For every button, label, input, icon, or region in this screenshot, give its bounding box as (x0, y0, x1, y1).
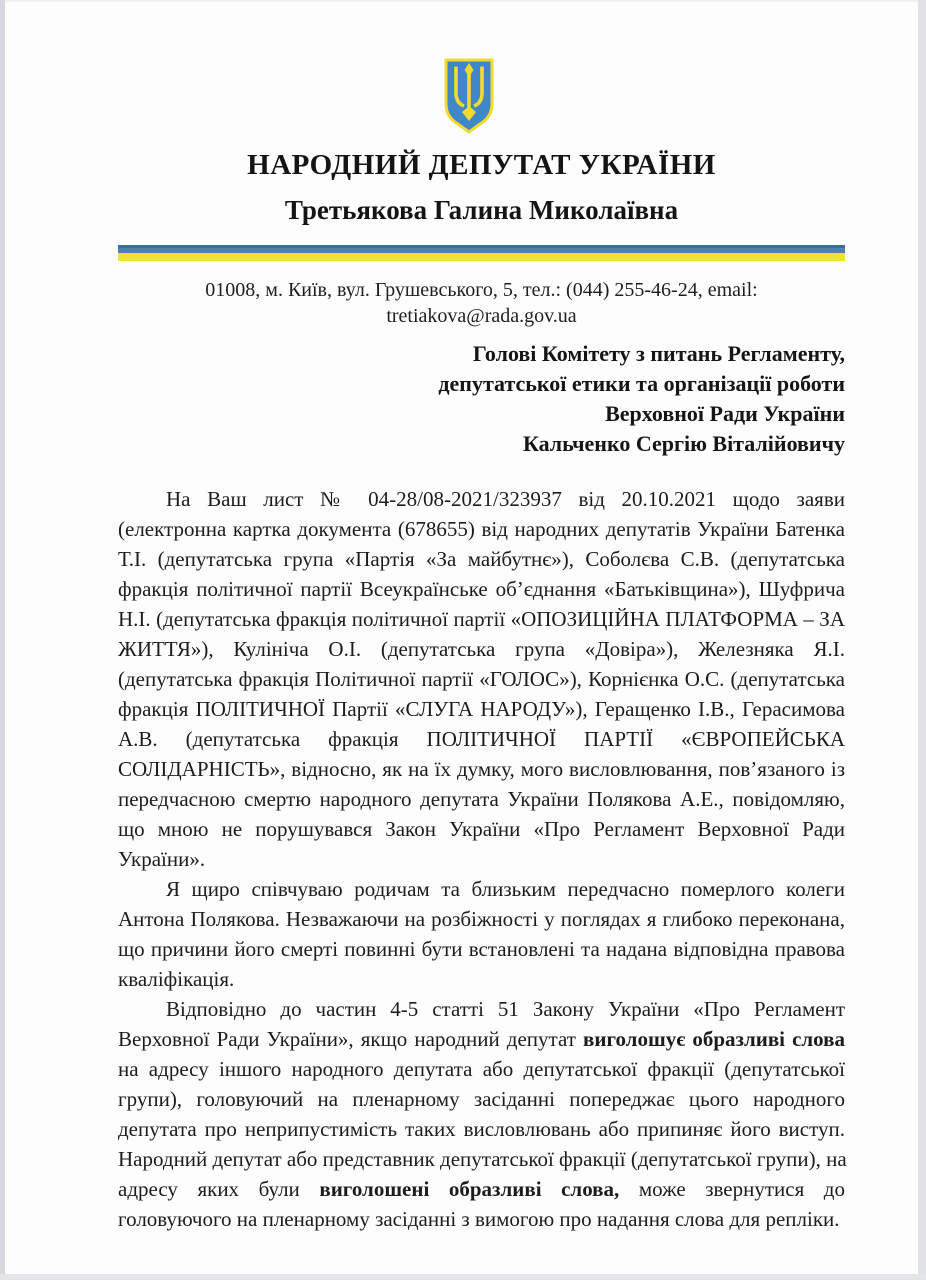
body-line: А.В. (депутатська фракція ПОЛІТИЧНОЇ ПАРТІЇ «ЄВРОПЕЙСЬКА (118, 727, 845, 751)
body-line: Т.І. (депутатська група «Партія «За майбутнє»), Соболєва С.В. (депутатська (118, 547, 845, 571)
body-line: (депутатська фракція Політичної партії «ГОЛОС»), Корнієнка О.С. (депутатська (118, 667, 845, 691)
body-line: ЖИТТЯ»), Кулініча О.І. (депутатська група «Довіра»), Железняка Я.І. (118, 637, 845, 661)
photo-edge-left (0, 0, 5, 1280)
photo-edge-top (0, 0, 926, 2)
body-line: фракція політичної партії Всеукраїнське об’єднання «Батьківщина»), Шуфрича (118, 577, 845, 601)
body-line: Н.І. (депутатська фракція політичної партії «ОПОЗИЦІЙНА ПЛАТФОРМА – ЗА (118, 607, 845, 631)
body-line: Антона Полякова. Незважаючи на розбіжності у поглядах я глибоко переконана, (118, 907, 845, 931)
body-line: депутата про неприпустимість таких висловлювань або припиняє його виступ. (118, 1117, 845, 1141)
flag-stripe (118, 245, 845, 261)
body-line: Я щиро співчуваю родичам та близьким передчасно померлого колеги (166, 877, 845, 901)
body-line: групи), головуючий на пленарному засіданні попереджає цього народного (118, 1087, 845, 1111)
photo-edge-bottom (0, 1274, 926, 1280)
body-line: головуючого на пленарному засіданні з вимогою про надання слова для репліки. (118, 1207, 840, 1231)
body-line: Верховної Ради України», якщо народний депутат виголошує образливі слова (118, 1027, 845, 1051)
recipient-line: Кальченко Сергію Віталійовичу (522, 431, 845, 456)
recipient-line: Голові Комітету з питань Регламенту, (472, 341, 845, 366)
body-line: СОЛІДАРНІСТЬ», відносно, як на їх думку, мого висловлювання, пов’язаного із (118, 757, 845, 781)
body-line: що мною не порушувався Закон України «Про Регламент Верховної Ради (118, 817, 845, 841)
recipient-block (118, 339, 845, 459)
body-text (118, 484, 845, 1234)
recipient-line: Верховної Ради України (605, 401, 845, 426)
body-line: кваліфікація. (118, 967, 235, 991)
ukraine-trident-icon (442, 57, 496, 136)
body-line: Відповідно до частин 4-5 статті 51 Закону України «Про Регламент (166, 997, 845, 1021)
body-line: що причини його смерті повинні бути встановлені та надана відповідна правова (118, 937, 845, 961)
flag-stripe-blue (118, 245, 845, 253)
contact-line: 01008, м. Київ, вул. Грушевського, 5, тел.: (044) 255-46-24, email: tretiakova@rada.gov.ua (205, 279, 758, 327)
deputy-name: Третьякова Галина Миколаївна (284, 195, 679, 225)
body-line: адресу яких були виголошені образливі слова, може звернутися до (118, 1177, 845, 1201)
recipient-line: депутатської етики та організації роботи (438, 371, 845, 396)
body-line: передчасною смертю народного депутата України Полякова А.Е., повідомляю, (118, 787, 845, 811)
body-line: Народний депутат або представник депутатської фракції (депутатської групи), на (118, 1147, 847, 1171)
body-line: На Ваш лист № 04-28/08-2021/323937 від 20.10.2021 щодо заяви (166, 487, 845, 511)
flag-stripe-yellow (118, 253, 845, 261)
body-line: фракція ПОЛІТИЧНОЇ Партії «СЛУГА НАРОДУ»), Геращенко І.В., Герасимова (118, 697, 845, 721)
body-line: на адресу іншого народного депутата або депутатської фракції (депутатської (118, 1057, 845, 1081)
body-line: (електронна картка документа (678655) від народних депутатів України Батенка (118, 517, 845, 541)
letterhead-title: НАРОДНИЙ ДЕПУТАТ УКРАЇНИ (247, 149, 716, 181)
body-line: України». (118, 847, 206, 871)
photo-edge-right (918, 0, 926, 1280)
